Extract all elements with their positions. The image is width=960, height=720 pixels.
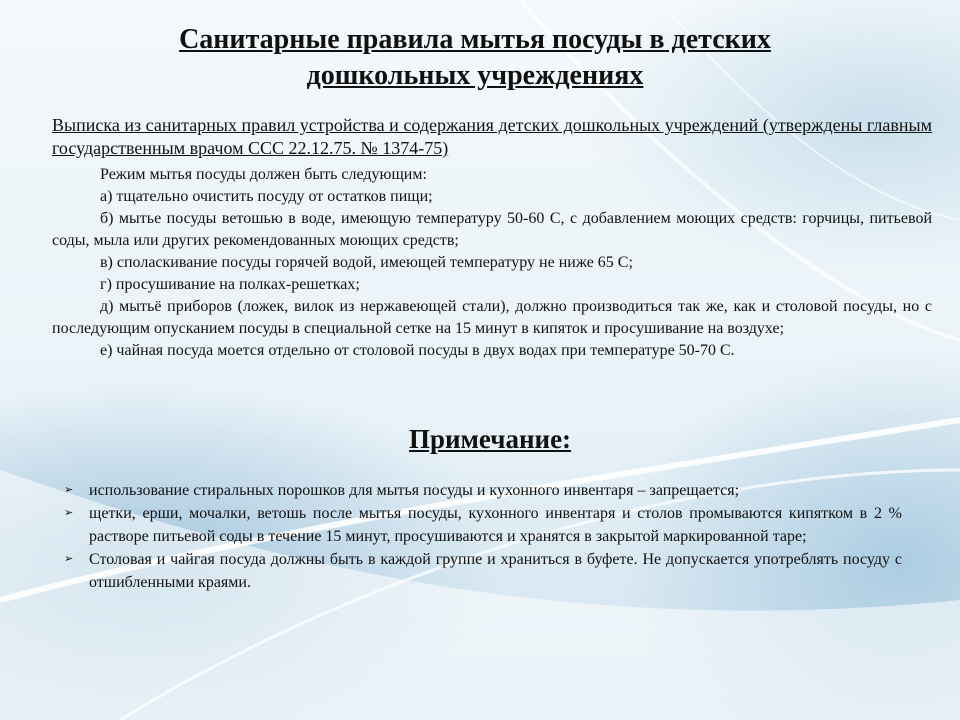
note-heading: Примечание: (408, 424, 572, 454)
intro-text: Выписка из санитарных правил устройства и содержания детских дошкольных учреждений (утверждены главным государственным врачом ССС 22.12.75. № 1374-75) (52, 115, 932, 158)
title-line-1: Санитарные правила мытья посуды в детских (179, 24, 771, 55)
note-item (62, 479, 902, 502)
rule-item: г) просушивание на полках-решетках; (100, 276, 360, 293)
note-text: щетки, ерши, мочалки, ветошь после мытья посуды, кухонного инвентаря и столов промываются кипятком в 2 % растворе питьевой соды в течение 15 минут, просушиваются и хранятся в закрытой маркированной таре; (89, 505, 902, 545)
rule-item: б) мытье посуды ветошью в воде, имеющую температуру 50-60 С, с добавлением моющих средств: горчицы, питьевой соды, мыла или других рекомендованных моющих средств; (52, 210, 932, 249)
note-item (62, 502, 902, 548)
rule-item: е) чайная посуда моется отдельно от столовой посуды в двух водах при температуре 50-70 С. (100, 342, 735, 359)
note-text: Столовая и чайгая посуда должны быть в каждой группе и храниться в буфете. Не допускается употреблять посуду с отшибленными краями. (89, 551, 902, 591)
notes-list (62, 479, 902, 594)
bullet-arrow-icon: ➢ (64, 484, 74, 496)
bullet-arrow-icon: ➢ (64, 507, 74, 519)
rule-item: а) тщательно очистить посуду от остатков пищи; (100, 188, 433, 205)
rule-item: в) споласкивание посуды горячей водой, имеющей температуру не ниже 65 С; (100, 254, 633, 271)
rule-item: Режим мытья посуды должен быть следующим: (100, 166, 427, 183)
page-title (60, 22, 890, 94)
rules-list (52, 164, 932, 362)
title-line-2: дошкольных учреждениях (306, 60, 644, 91)
note-item (62, 548, 902, 594)
bullet-arrow-icon: ➢ (64, 553, 74, 565)
rule-item: д) мытьё приборов (ложек, вилок из нержавеющей стали), должно производиться так же, как и столовой посуды, но с последующим опусканием посуды в специальной сетке на 15 минут в кипяток и просушивание на воздухе; (52, 298, 932, 337)
note-text: использование стиральных порошков для мытья посуды и кухонного инвентаря – запрещается; (89, 482, 740, 499)
